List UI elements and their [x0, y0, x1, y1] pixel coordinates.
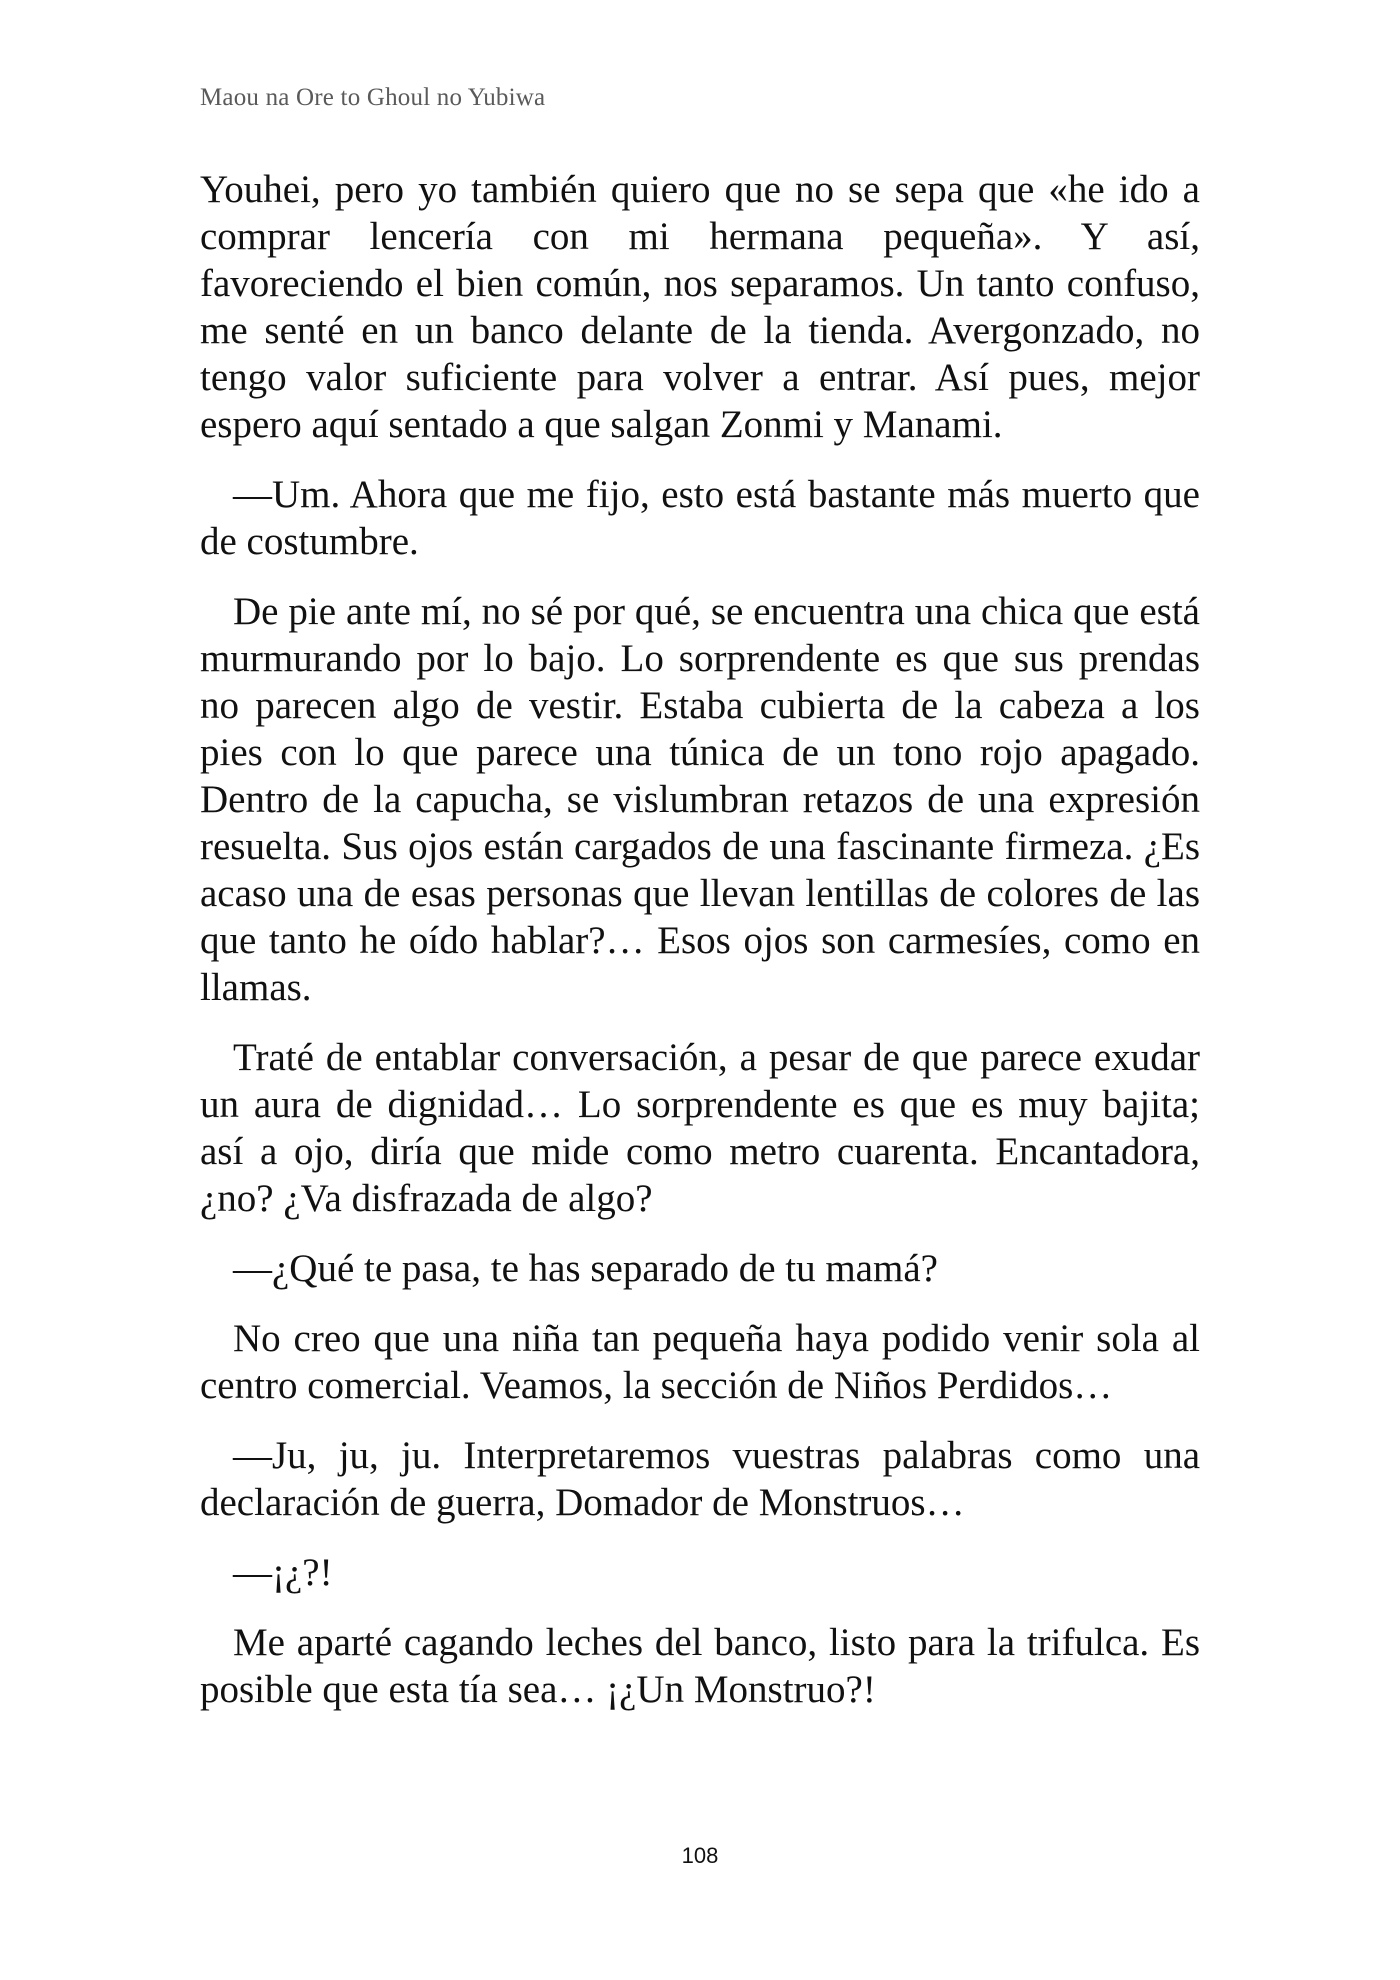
page-number: 108 — [681, 1843, 719, 1868]
dialogue-line: —Ju, ju, ju. Interpretaremos vuestras palabras como una declaración de guerra, Domador de Monstruos… — [200, 1434, 1200, 1524]
dialogue-line: —Um. Ahora que me fijo, esto está bastante más muerto que de costumbre. — [200, 473, 1200, 563]
paragraph: No creo que una niña tan pequeña haya podido venir sola al centro comercial. Veamos, la sección de Niños Perdidos… — [200, 1317, 1200, 1407]
dialogue-line: —¡¿?! — [233, 1551, 333, 1594]
paragraph: Me aparté cagando leches del banco, listo para la trifulca. Es posible que esta tía sea… ¡¿Un Monstruo?! — [200, 1621, 1200, 1711]
dialogue-line: —¿Qué te pasa, te has separado de tu mamá? — [233, 1247, 938, 1290]
paragraph: Youhei, pero yo también quiero que no se sepa que «he ido a comprar lencería con mi hermana pequeña». Y así, favoreciendo el bien común, nos separamos. Un tanto confuso, me senté en un banco delante de la tienda. Avergonzado, no tengo valor suficiente para volver a entrar. Así pues, mejor espero aquí sentado a que salgan Zonmi y Manami. — [200, 168, 1200, 446]
body-text — [200, 166, 1200, 1736]
paragraph: Traté de entablar conversación, a pesar de que parece exudar un aura de dignidad… Lo sorprendente es que es muy bajita; así a ojo, diría que mide como metro cuarenta. Encantadora, ¿no? ¿Va disfrazada de algo? — [200, 1036, 1200, 1220]
running-header: Maou na Ore to Ghoul no Yubiwa — [200, 84, 546, 111]
paragraph: De pie ante mí, no sé por qué, se encuentra una chica que está murmurando por lo bajo. Lo sorprendente es que sus prendas no parecen algo de vestir. Estaba cubierta de la cabeza a los pies con lo que parece una túnica de un tono rojo apagado. Dentro de la capucha, se vislumbran retazos de una expresión resuelta. Sus ojos están cargados de una fascinante firmeza. ¿Es acaso una de esas personas que llevan lentillas de colores de las que tanto he oído hablar?… Esos ojos son carmesíes, como en llamas. — [200, 590, 1200, 1009]
